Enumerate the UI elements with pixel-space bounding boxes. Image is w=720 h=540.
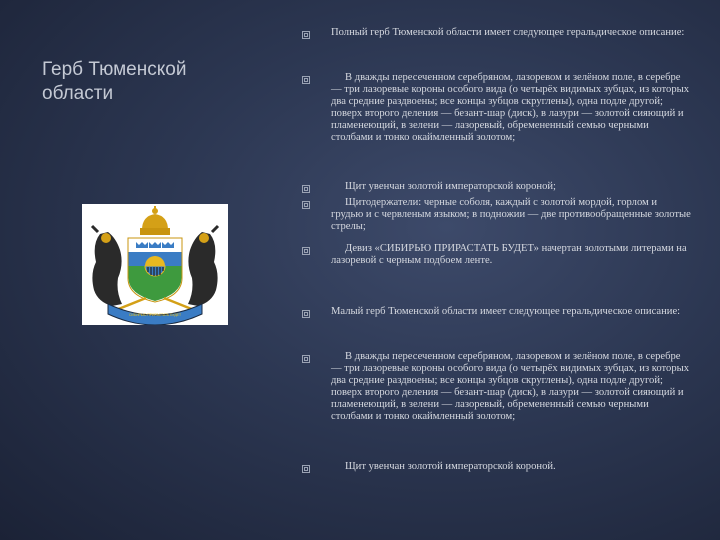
bullet-icon [302,355,310,363]
paragraph-small-arms-field: В дважды пересеченном серебряном, лазоревом и зелёном поле, в серебре — три лазоревые короны особого вида (о четырёх видимых зубцах, из которых два средние раздвоены; все концы зубцов скруглены), одна подле другой; поверх второго деления — безант-шар (диск), в лазури — золотой сияющий и пламенеющий, в зелени — лазоревый, обремененный семью черными столбами и тонко окаймленный золотом; [331,351,690,422]
bullet-icon [302,310,310,318]
paragraph-full-arms-supporters: Щитодержатели: черные соболя, каждый с золотой мордой, горлом и грудью и с червленым языком; в подножии — две противообращенные золотые стрелы; [331,197,691,232]
bullet-icon [302,31,310,39]
paragraph-full-arms-field: В дважды пересеченном серебряном, лазоревом и зелёном поле, в серебре — три лазоревые короны особого вида (о четырёх видимых зубцах, из которых два средние раздвоены; все концы зубцов скруглены), одна подле другой; поверх второго деления — безант-шар (диск), в лазури — золотой сияющий и пламенеющий, в зелени — лазоревый, обремененный семью черными столбами и тонко окаймленный золотом; [331,72,690,143]
bullet-icon [302,76,310,84]
tyumen-coat-of-arms-icon [82,204,228,325]
paragraph-small-arms-crown: Щит увенчан золотой императорской короной. [345,461,556,472]
motto-ribbon-text: СИБИРЬЮ ПРИРАСТАТЬ БУДЕТ [128,313,182,317]
paragraph-small-arms-intro: Малый герб Тюменской области имеет следующее геральдическое описание: [331,306,681,317]
bullet-icon [302,185,310,193]
bullet-icon [302,201,310,209]
paragraph-full-arms-intro: Полный герб Тюменской области имеет следующее геральдическое описание: [331,27,685,38]
slide-title: Герб Тюменской области [42,59,187,104]
paragraph-full-arms-crown: Щит увенчан золотой императорской короной; [345,181,556,192]
bullet-icon [302,465,310,473]
bullet-icon [302,247,310,255]
paragraph-full-arms-motto: Девиз «СИБИРЬЮ ПРИРАСТАТЬ БУДЕТ» начертан золотыми литерами на лазоревой с черным подбоем ленте. [331,243,687,266]
